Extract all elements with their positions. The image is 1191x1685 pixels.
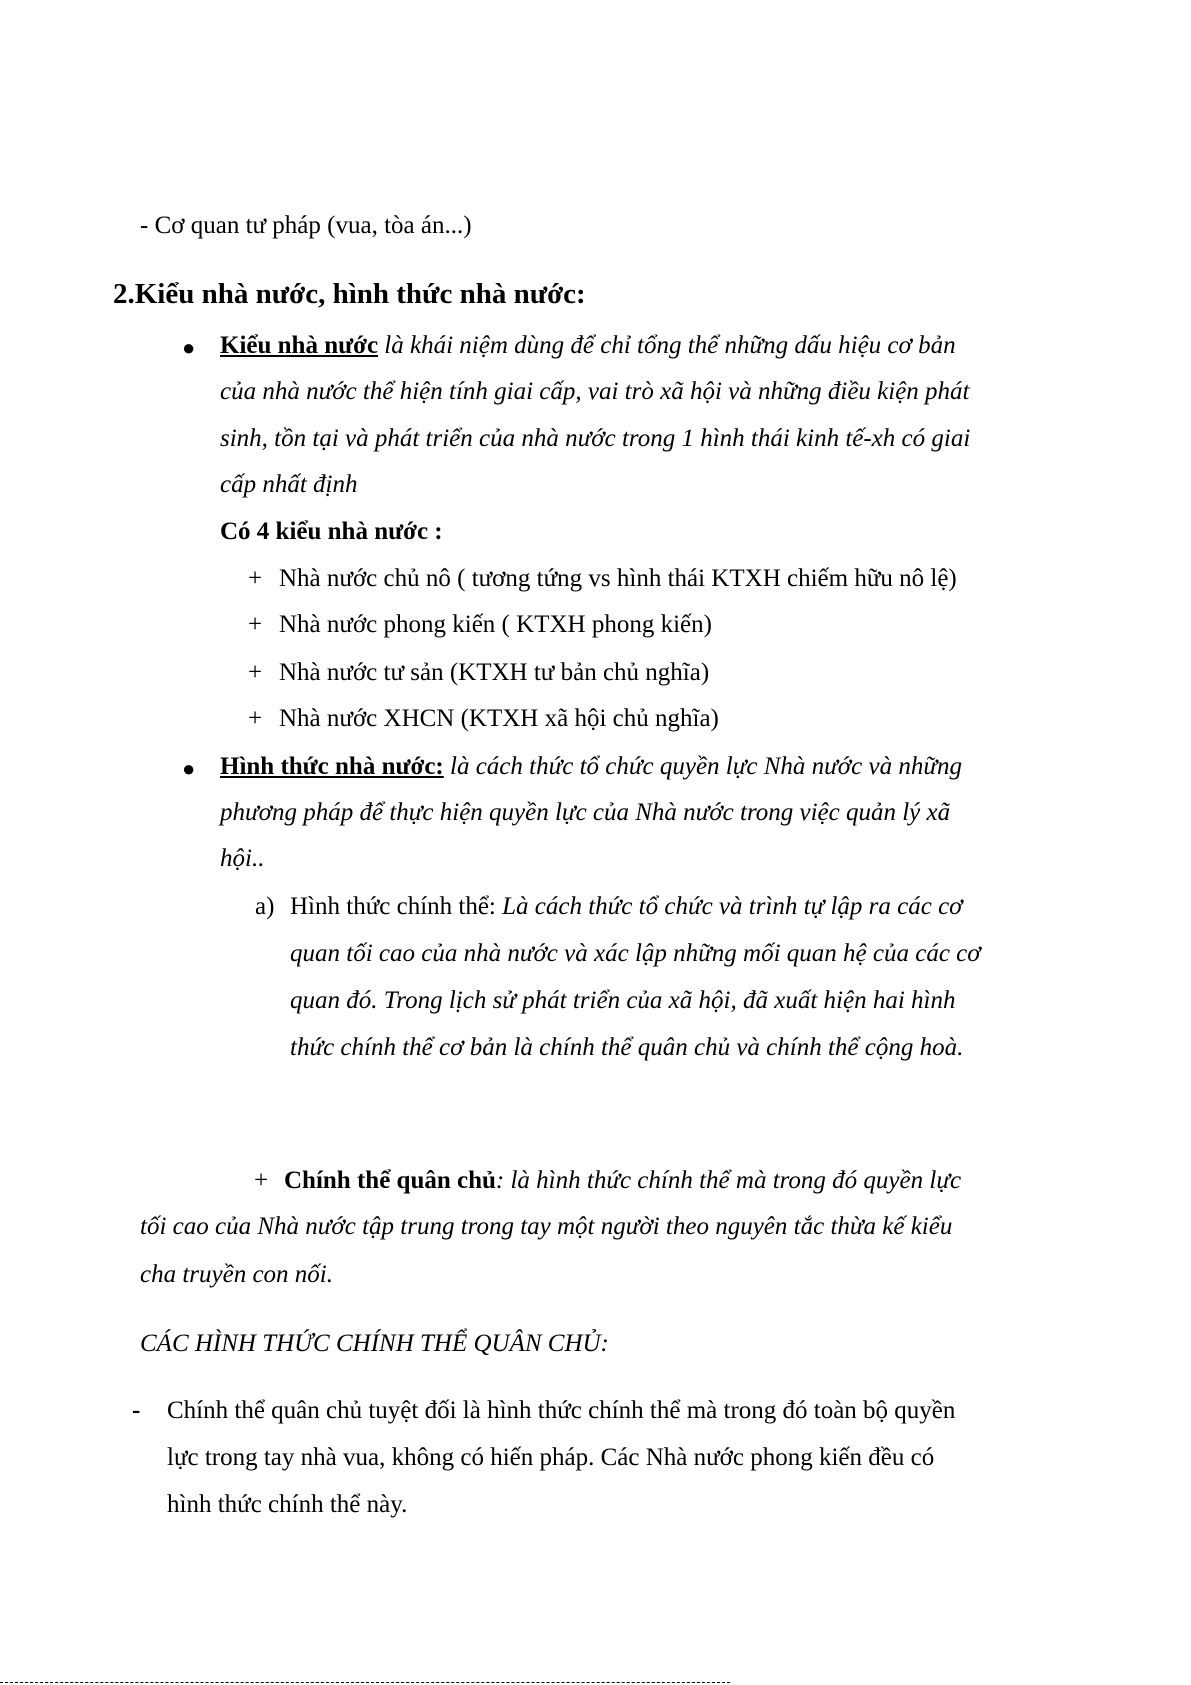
bullet-icon: ● <box>182 756 196 781</box>
intro-line: - Cơ quan tư pháp (vua, tòa án...) <box>140 212 472 239</box>
type-item-4: Nhà nước XHCN (KTXH xã hội chủ nghĩa) <box>279 705 719 732</box>
section-number: 2. <box>113 278 135 310</box>
quanchu-def-3: cha truyền con nối. <box>140 1261 334 1288</box>
absolute-line-1: Chính thể quân chủ tuyệt đối là hình thức chính thể mà trong đó toàn bộ quyền <box>167 1397 956 1424</box>
section-title: Kiểu nhà nước, hình thức nhà nước: <box>134 278 586 310</box>
chinhthe-def-4: thức chính thể cơ bản là chính thể quân chủ và chính thể cộng hoà. <box>290 1034 964 1061</box>
hinhthuc-def-1: là cách thức tổ chức quyền lực Nhà nước và những <box>443 753 962 780</box>
hinhthuc-def-3: hội.. <box>220 845 265 872</box>
kieu-def-3: sinh, tồn tại và phát triển của nhà nước trong 1 hình thái kinh tế-xh có giai <box>220 425 971 452</box>
quanchu-term: Chính thể quân chủ <box>284 1167 496 1194</box>
kieu-def-2: của nhà nước thể hiện tính giai cấp, vai trò xã hội và những điều kiện phát <box>220 378 970 405</box>
chinhthe-line-1 <box>290 894 963 919</box>
chinhthe-label: Hình thức chính thể: <box>290 893 496 920</box>
type-item-3: Nhà nước tư sản (KTXH tư bản chủ nghĩa) <box>279 659 710 686</box>
list-marker-a: a) <box>255 893 275 920</box>
section-heading <box>113 280 586 309</box>
dash-marker: - <box>132 1397 141 1424</box>
plus-marker: + <box>254 1167 269 1194</box>
plus-marker: + <box>248 659 263 686</box>
absolute-line-2: lực trong tay nhà vua, không có hiến pháp. Các Nhà nước phong kiến đều có <box>167 1444 935 1471</box>
quanchu-def-1: : là hình thức chính thể mà trong đó quyền lực <box>495 1167 962 1194</box>
hinhthuc-def-2: phương pháp để thực hiện quyền lực của Nhà nước trong việc quản lý xã <box>220 799 951 826</box>
forms-heading: CÁC HÌNH THỨC CHÍNH THỂ QUÂN CHỦ: <box>140 1330 609 1357</box>
plus-marker: + <box>248 611 263 638</box>
absolute-line-3: hình thức chính thể này. <box>167 1491 408 1518</box>
kieu-def-4: cấp nhất định <box>220 471 358 498</box>
chinhthe-def-1: Là cách thức tổ chức và trình tự lập ra các cơ <box>495 893 963 920</box>
quanchu-def-2: tối cao của Nhà nước tập trung trong tay một người theo nguyên tắc thừa kế kiểu <box>140 1213 953 1240</box>
kieu-count-label: Có 4 kiểu nhà nước : <box>220 518 443 545</box>
hinhthuc-term: Hình thức nhà nước: <box>220 753 444 780</box>
chinhthe-def-2: quan tối cao của nhà nước và xác lập những mối quan hệ của các cơ <box>290 940 981 967</box>
type-item-1: Nhà nước chủ nô ( tương tứng vs hình thái KTXH chiếm hữu nô lệ) <box>279 565 957 592</box>
plus-marker: + <box>248 565 263 592</box>
kieu-line-1 <box>220 333 956 358</box>
plus-marker: + <box>248 705 263 732</box>
chinhthe-def-3: quan đó. Trong lịch sử phát triển của xã hội, đã xuất hiện hai hình <box>290 987 956 1014</box>
kieu-def-1: là khái niệm dùng để chỉ tổng thể những dấu hiệu cơ bản <box>378 332 956 359</box>
kieu-term: Kiểu nhà nước <box>220 332 379 359</box>
bullet-icon: ● <box>182 335 196 360</box>
type-item-2: Nhà nước phong kiến ( KTXH phong kiến) <box>279 611 712 638</box>
footer-divider <box>0 1682 730 1683</box>
hinhthuc-line-1 <box>220 754 962 779</box>
quanchu-line-1 <box>284 1168 961 1193</box>
